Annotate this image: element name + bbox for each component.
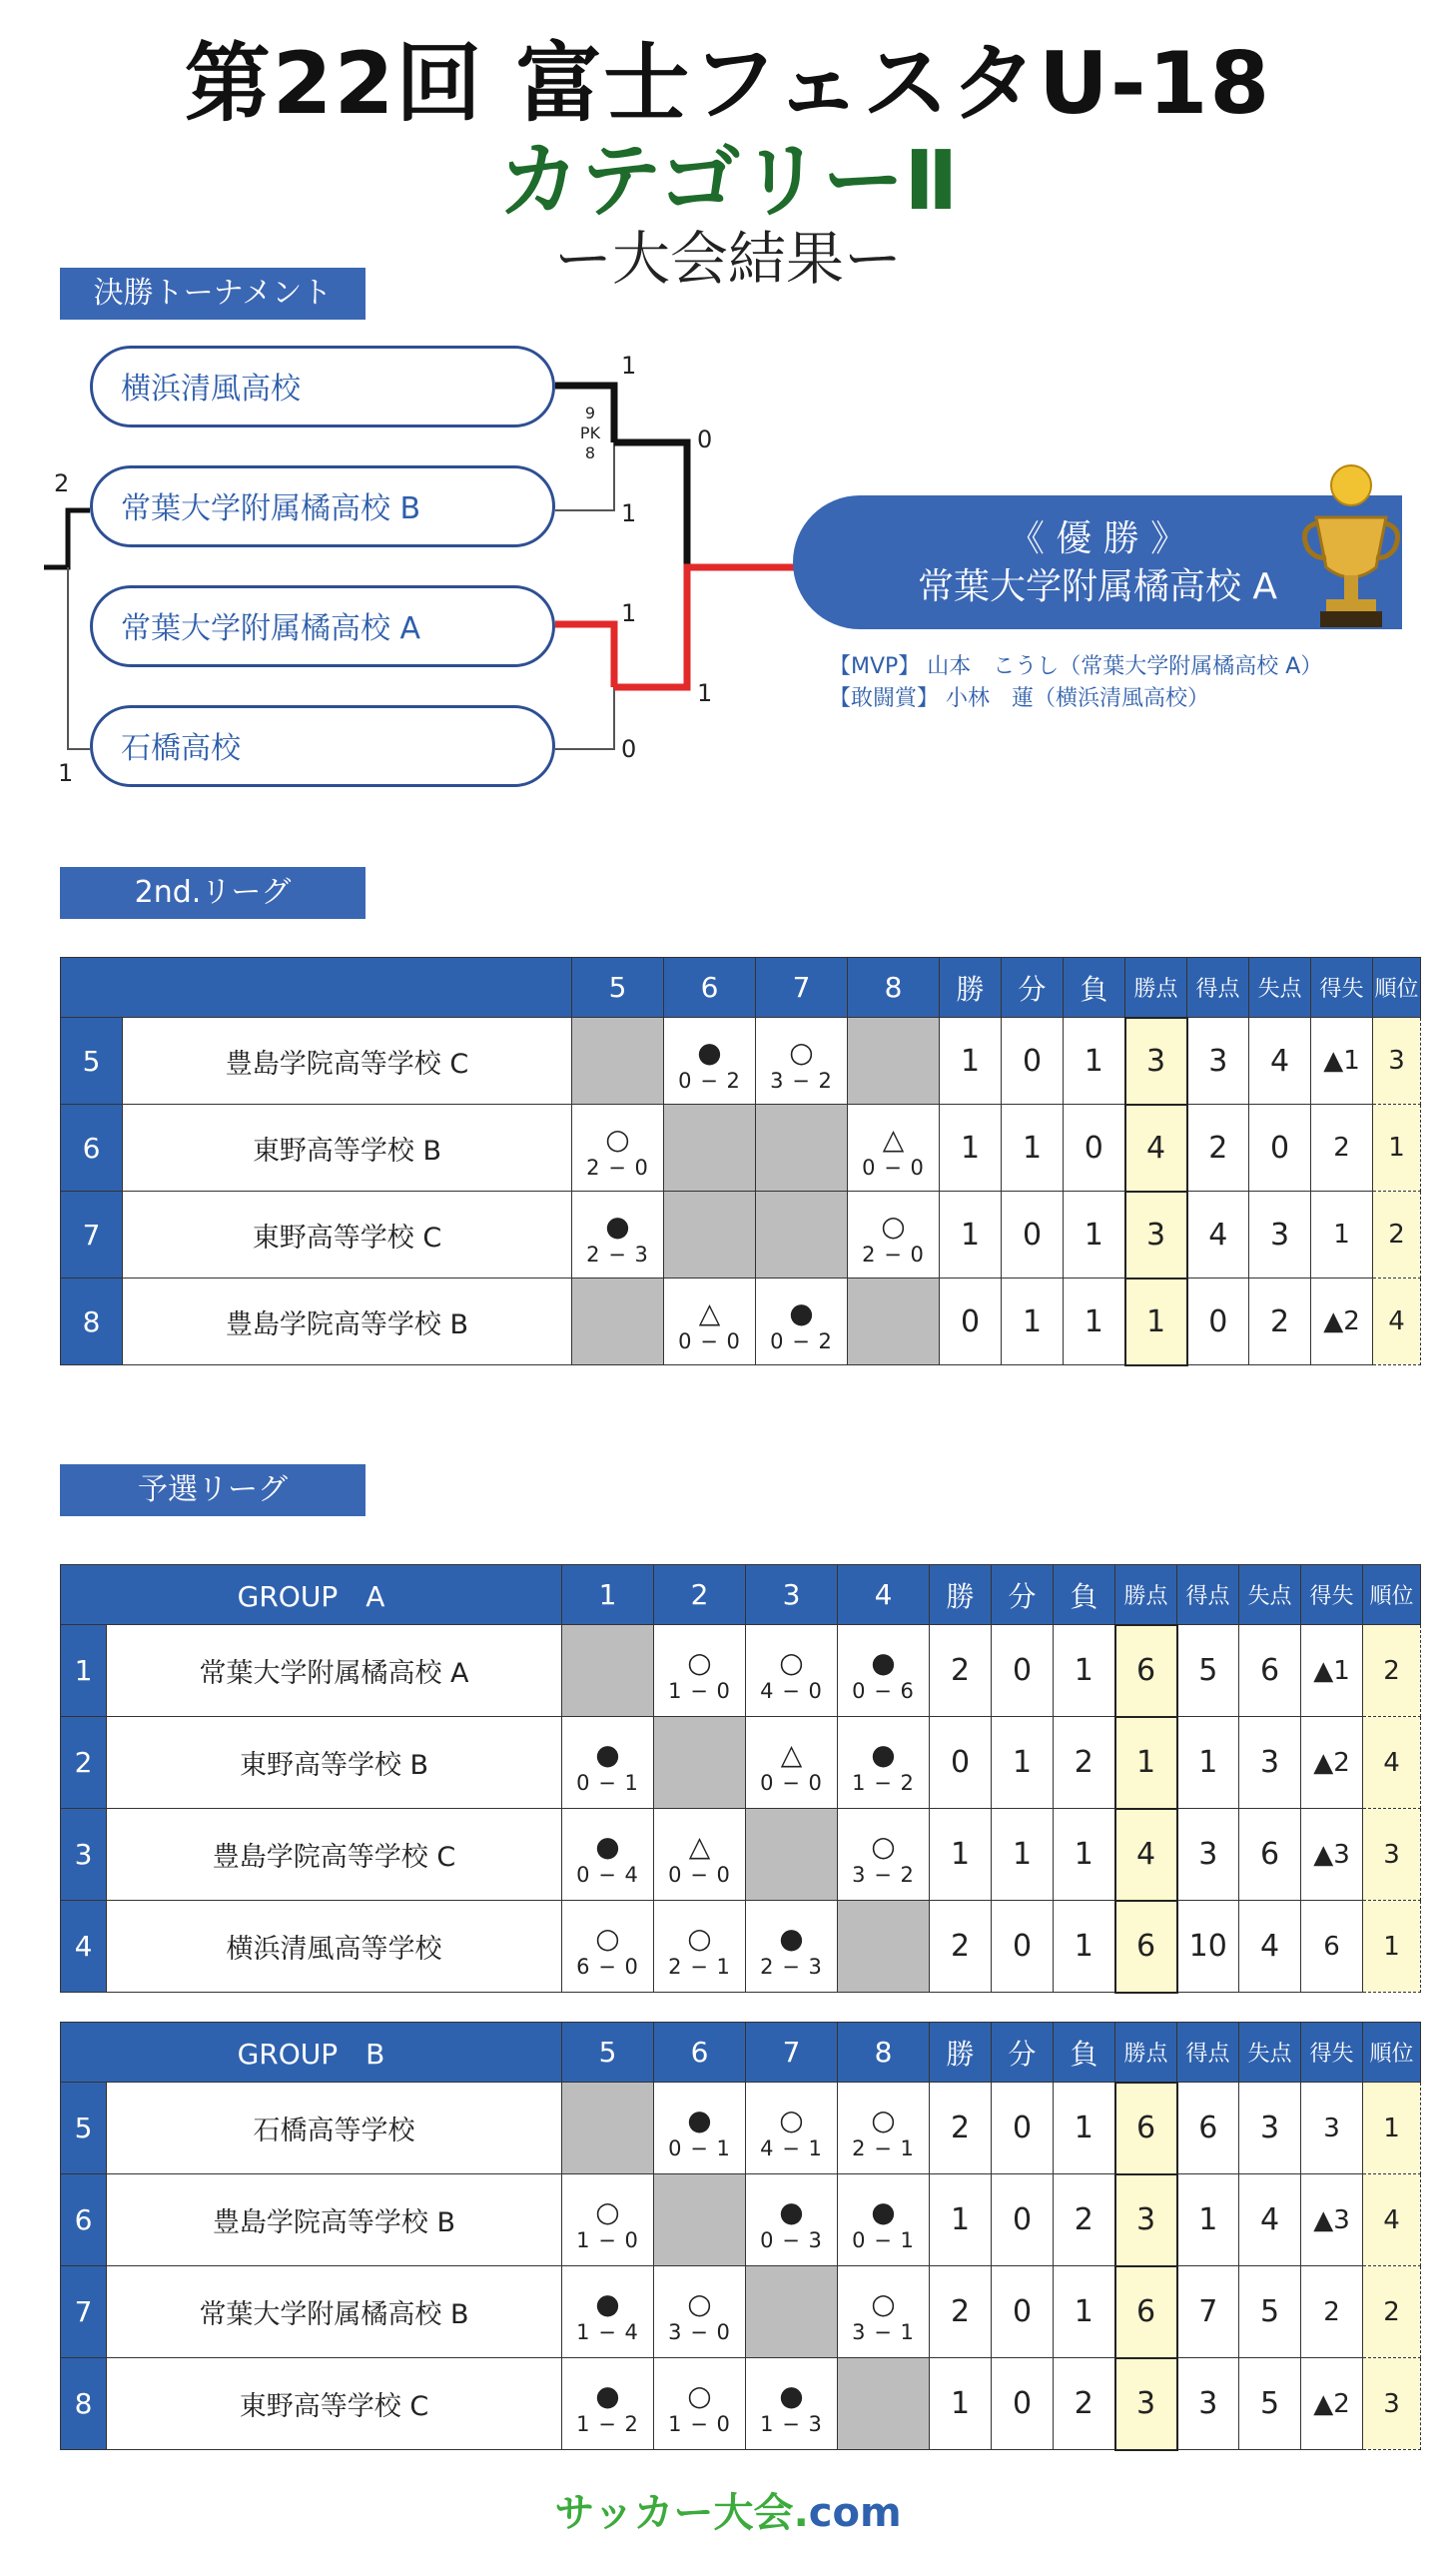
stat-cell: 1 xyxy=(992,1809,1054,1901)
stat-cell: 2 xyxy=(1054,2174,1115,2266)
stat-cell: 2 xyxy=(1187,1105,1249,1192)
row-number: 4 xyxy=(61,1901,107,1993)
stat-cell: 6 xyxy=(1177,2083,1239,2174)
section-second-league: 2nd.リーグ xyxy=(60,867,365,919)
result-score: 3 − 2 xyxy=(852,1862,915,1887)
table-header-row: 5 6 7 8 勝 分 負 勝点 得点 失点 得失 順位 xyxy=(61,958,1421,1018)
stat-cell: ▲1 xyxy=(1301,1625,1363,1717)
stat-cell: 4 xyxy=(1125,1105,1187,1192)
score-final-top: 0 xyxy=(697,426,713,453)
team-name: 東野高等学校 B xyxy=(123,1105,572,1192)
result-mark: ● xyxy=(871,1737,896,1771)
result-score: 0 − 4 xyxy=(576,1862,639,1887)
result-mark: ● xyxy=(595,2378,620,2412)
stat-cell: 2 xyxy=(1249,1278,1311,1365)
stat-cell: 1 xyxy=(1177,1717,1239,1809)
stat-cell: 1 xyxy=(1064,1018,1125,1105)
match-result xyxy=(746,1625,838,1717)
stat-cell: 10 xyxy=(1177,1901,1239,1993)
match-result xyxy=(654,1901,746,1993)
stat-cell: 3 xyxy=(1363,1809,1421,1901)
stat-cell: 1 xyxy=(1373,1105,1421,1192)
stat-cell: 2 xyxy=(930,2266,992,2358)
result-heading: ー大会結果ー xyxy=(553,225,902,293)
fighting-award: 【敢闘賞】 小林 蓮（横浜清風高校） xyxy=(829,686,1209,711)
stat-cell: 1 xyxy=(1363,1901,1421,1993)
stat-cell: 3 xyxy=(1125,1192,1187,1278)
team-name: 東野高等学校 B xyxy=(107,1717,562,1809)
stat-cell: 0 xyxy=(1002,1192,1064,1278)
result-mark: ● xyxy=(779,2194,804,2228)
row-number: 1 xyxy=(61,1625,107,1717)
stat-cell: 7 xyxy=(1177,2266,1239,2358)
row-number: 5 xyxy=(61,2083,107,2174)
result-score: 0 − 1 xyxy=(852,2227,915,2252)
match-result xyxy=(838,1809,930,1901)
stat-cell: 2 xyxy=(1301,2266,1363,2358)
group-b-table xyxy=(60,2022,1421,2451)
stat-cell: 1 xyxy=(1064,1278,1125,1365)
stat-cell: 1 xyxy=(1054,1809,1115,1901)
match-result xyxy=(746,2083,838,2174)
table-row xyxy=(61,2358,1421,2450)
stat-cell: 0 xyxy=(1064,1105,1125,1192)
result-score: 0 − 1 xyxy=(576,1770,639,1795)
result-mark: ● xyxy=(595,1829,620,1863)
stat-cell: 1 xyxy=(930,1809,992,1901)
team-name: 東野高等学校 C xyxy=(107,2358,562,2450)
stat-cell: 6 xyxy=(1239,1625,1301,1717)
stat-cell: 4 xyxy=(1373,1278,1421,1365)
result-score: 4 − 1 xyxy=(760,2135,823,2160)
stat-cell: 2 xyxy=(930,1901,992,1993)
stat-cell: 4 xyxy=(1187,1192,1249,1278)
match-result xyxy=(654,2083,746,2174)
score-sf1-bottom: 1 xyxy=(621,499,637,527)
score-sf1-top: 1 xyxy=(621,352,637,380)
stat-cell: 1 xyxy=(1311,1192,1373,1278)
result-score: 0 − 1 xyxy=(668,2135,731,2160)
empty-cell xyxy=(746,1809,838,1901)
result-score: 3 − 1 xyxy=(852,2319,915,2344)
stat-cell: 1 xyxy=(1054,1625,1115,1717)
result-score: 2 − 0 xyxy=(586,1156,649,1180)
row-number: 6 xyxy=(61,1105,123,1192)
match-result xyxy=(654,2266,746,2358)
result-mark: ○ xyxy=(687,1645,712,1679)
group-a-table xyxy=(60,1564,1421,1994)
result-score: 3 − 0 xyxy=(668,2319,731,2344)
result-mark: ● xyxy=(595,1737,620,1771)
empty-cell xyxy=(572,1278,664,1365)
result-score: 0 − 2 xyxy=(770,1329,833,1353)
table-row xyxy=(61,1717,1421,1809)
stat-cell: 1 xyxy=(1115,1717,1177,1809)
result-score: 0 − 0 xyxy=(668,1862,731,1887)
match-result xyxy=(562,1717,654,1809)
team-name: 常葉大学附属橘高校 B xyxy=(107,2266,562,2358)
stat-cell: 3 xyxy=(1177,1809,1239,1901)
stat-cell: 3 xyxy=(1373,1018,1421,1105)
result-score: 1 − 2 xyxy=(576,2411,639,2436)
row-number: 2 xyxy=(61,1717,107,1809)
result-mark: ● xyxy=(871,1645,896,1679)
result-score: 1 − 0 xyxy=(668,1678,731,1703)
match-result xyxy=(654,1809,746,1901)
result-mark: ● xyxy=(687,2103,712,2136)
result-mark: ○ xyxy=(779,1645,804,1679)
bracket-team-3: 常葉大学附属橘高校 A xyxy=(90,585,555,667)
match-result xyxy=(848,1105,940,1192)
result-mark: ○ xyxy=(871,1829,896,1863)
stat-cell: 0 xyxy=(992,2174,1054,2266)
stat-cell: 4 xyxy=(1363,2174,1421,2266)
empty-cell xyxy=(756,1105,848,1192)
stat-cell: 1 xyxy=(1177,2174,1239,2266)
match-result xyxy=(654,2358,746,2450)
page-title: 第22回 富士フェスタU-18 xyxy=(184,34,1272,134)
result-mark: ● xyxy=(697,1036,722,1069)
result-mark: ○ xyxy=(789,1036,814,1069)
row-number: 5 xyxy=(61,1018,123,1105)
stat-cell: 0 xyxy=(992,2358,1054,2450)
bracket-team-2: 常葉大学附属橘高校 B xyxy=(90,465,555,547)
stat-cell: 0 xyxy=(992,2083,1054,2174)
match-result xyxy=(562,2266,654,2358)
result-mark: ○ xyxy=(595,1921,620,1955)
score-left-top: 2 xyxy=(54,469,70,497)
empty-cell xyxy=(654,1717,746,1809)
stat-cell: 2 xyxy=(1363,1625,1421,1717)
table-row xyxy=(61,1278,1421,1365)
group-b-header-row: GROUP B 5 6 7 8 勝 分 負 勝点 得点 失点 得失 順位 xyxy=(61,2023,1421,2083)
match-result xyxy=(746,1717,838,1809)
result-score: 0 − 0 xyxy=(862,1156,925,1180)
match-result xyxy=(562,1901,654,1993)
result-mark: ● xyxy=(595,2286,620,2320)
empty-cell xyxy=(572,1018,664,1105)
stat-cell: 1 xyxy=(1002,1105,1064,1192)
stat-cell: 1 xyxy=(930,2358,992,2450)
result-score: 1 − 0 xyxy=(576,2227,639,2252)
result-mark: ○ xyxy=(687,1921,712,1955)
result-mark: ● xyxy=(605,1210,630,1243)
stat-cell: 1 xyxy=(1054,2083,1115,2174)
result-score: 1 − 2 xyxy=(852,1770,915,1795)
match-result xyxy=(848,1192,940,1278)
bracket-team-1: 横浜清風高校 xyxy=(90,346,555,427)
champion-label: 《 優 勝 》 xyxy=(1008,518,1187,559)
result-mark: ○ xyxy=(881,1210,906,1243)
match-result xyxy=(838,1717,930,1809)
team-name: 豊島学院高等学校 B xyxy=(107,2174,562,2266)
stat-cell: 6 xyxy=(1115,1625,1177,1717)
row-number: 6 xyxy=(61,2174,107,2266)
stat-cell: 0 xyxy=(940,1278,1002,1365)
stat-cell: 0 xyxy=(992,1625,1054,1717)
table-row xyxy=(61,1901,1421,1993)
stat-cell: 2 xyxy=(930,2083,992,2174)
result-score: 0 − 2 xyxy=(678,1069,741,1093)
result-mark: ○ xyxy=(605,1123,630,1156)
result-mark: △ xyxy=(688,1829,711,1863)
table-row xyxy=(61,2266,1421,2358)
stat-cell: 0 xyxy=(992,1901,1054,1993)
result-score: 6 − 0 xyxy=(576,1954,639,1979)
trophy-icon xyxy=(1296,457,1406,637)
result-score: 3 − 2 xyxy=(770,1069,833,1093)
match-result xyxy=(572,1105,664,1192)
table-row xyxy=(61,1105,1421,1192)
stat-cell: 1 xyxy=(1363,2083,1421,2174)
table-row xyxy=(61,1018,1421,1105)
match-result xyxy=(838,1625,930,1717)
stat-cell: 3 xyxy=(1125,1018,1187,1105)
match-result xyxy=(562,2358,654,2450)
empty-cell xyxy=(562,1625,654,1717)
table-row xyxy=(61,2174,1421,2266)
match-result xyxy=(664,1018,756,1105)
result-mark: ○ xyxy=(595,2194,620,2228)
group-a-header-row: GROUP A 1 2 3 4 勝 分 負 勝点 得点 失点 得失 順位 xyxy=(61,1565,1421,1625)
score-final-bottom: 1 xyxy=(697,679,713,707)
result-score: 1 − 4 xyxy=(576,2319,639,2344)
stat-cell: 2 xyxy=(1311,1105,1373,1192)
result-score: 1 − 0 xyxy=(668,2411,731,2436)
stat-cell: 3 xyxy=(1363,2358,1421,2450)
stat-cell: 5 xyxy=(1177,1625,1239,1717)
stat-cell: 3 xyxy=(1301,2083,1363,2174)
stat-cell: 1 xyxy=(1054,1901,1115,1993)
match-result xyxy=(562,1809,654,1901)
table-row xyxy=(61,1192,1421,1278)
stat-cell: 6 xyxy=(1115,2266,1177,2358)
stat-cell: 2 xyxy=(1363,2266,1421,2358)
stat-cell: 1 xyxy=(940,1018,1002,1105)
stat-cell: 4 xyxy=(1363,1717,1421,1809)
stat-cell: 2 xyxy=(1054,1717,1115,1809)
match-result xyxy=(746,2358,838,2450)
stat-cell: 6 xyxy=(1115,2083,1177,2174)
team-name: 横浜清風高等学校 xyxy=(107,1901,562,1993)
stat-cell: 0 xyxy=(1187,1278,1249,1365)
stat-cell: 3 xyxy=(1187,1018,1249,1105)
table-row xyxy=(61,2083,1421,2174)
stat-cell: 2 xyxy=(1373,1192,1421,1278)
stat-cell: ▲3 xyxy=(1301,2174,1363,2266)
stat-cell: 4 xyxy=(1239,1901,1301,1993)
team-name: 常葉大学附属橘高校 A xyxy=(107,1625,562,1717)
empty-cell xyxy=(654,2174,746,2266)
result-mark: △ xyxy=(780,1737,803,1771)
empty-cell xyxy=(664,1105,756,1192)
stat-cell: 0 xyxy=(1249,1105,1311,1192)
score-sf2-bottom: 0 xyxy=(621,735,637,763)
stat-cell: 3 xyxy=(1115,2174,1177,2266)
result-score: 4 − 0 xyxy=(760,1678,823,1703)
result-mark: ● xyxy=(779,1921,804,1955)
team-name: 豊島学院高等学校 C xyxy=(123,1018,572,1105)
result-mark: ● xyxy=(789,1296,814,1329)
second-league-table xyxy=(60,957,1421,1366)
result-mark: ○ xyxy=(871,2286,896,2320)
match-result xyxy=(664,1278,756,1365)
empty-cell xyxy=(746,2266,838,2358)
team-name: 石橋高等学校 xyxy=(107,2083,562,2174)
stat-cell: 0 xyxy=(992,2266,1054,2358)
team-name: 東野高等学校 C xyxy=(123,1192,572,1278)
result-score: 1 − 3 xyxy=(760,2411,823,2436)
champion-team: 常葉大学附属橘高校 A xyxy=(917,566,1278,607)
row-number: 3 xyxy=(61,1809,107,1901)
stat-cell: 6 xyxy=(1301,1901,1363,1993)
table-row xyxy=(61,1809,1421,1901)
stat-cell: ▲2 xyxy=(1301,2358,1363,2450)
table-row xyxy=(61,1625,1421,1717)
stat-cell: 3 xyxy=(1239,2083,1301,2174)
empty-cell xyxy=(756,1192,848,1278)
match-result xyxy=(746,2174,838,2266)
stat-cell: 4 xyxy=(1239,2174,1301,2266)
match-result xyxy=(838,2266,930,2358)
match-result xyxy=(838,2083,930,2174)
stat-cell: ▲2 xyxy=(1301,1717,1363,1809)
stat-cell: 5 xyxy=(1239,2358,1301,2450)
result-score: 2 − 1 xyxy=(668,1954,731,1979)
stat-cell: 1 xyxy=(1054,2266,1115,2358)
stat-cell: 6 xyxy=(1239,1809,1301,1901)
stat-cell: 1 xyxy=(940,1105,1002,1192)
stat-cell: 1 xyxy=(992,1717,1054,1809)
bracket-team-4: 石橋高校 xyxy=(90,705,555,787)
result-score: 0 − 6 xyxy=(852,1678,915,1703)
stat-cell: 1 xyxy=(1064,1192,1125,1278)
result-mark: ○ xyxy=(871,2103,896,2136)
match-result xyxy=(756,1278,848,1365)
category-title: カテゴリーⅡ xyxy=(497,134,959,229)
stat-cell: 1 xyxy=(1125,1278,1187,1365)
match-result xyxy=(654,1625,746,1717)
stat-cell: 5 xyxy=(1239,2266,1301,2358)
result-mark: △ xyxy=(882,1123,905,1156)
result-mark: ● xyxy=(779,2378,804,2412)
stat-cell: 4 xyxy=(1115,1809,1177,1901)
stat-cell: 1 xyxy=(930,2174,992,2266)
stat-cell: 3 xyxy=(1239,1717,1301,1809)
team-name: 豊島学院高等学校 B xyxy=(123,1278,572,1365)
stat-cell: 4 xyxy=(1249,1018,1311,1105)
score-sf2-top: 1 xyxy=(621,599,637,627)
site-logo: サッカー大会.com xyxy=(554,2490,902,2536)
stat-cell: 2 xyxy=(930,1625,992,1717)
empty-cell xyxy=(838,2358,930,2450)
row-number: 8 xyxy=(61,1278,123,1365)
result-mark: ○ xyxy=(779,2103,804,2136)
result-score: 0 − 3 xyxy=(760,2227,823,2252)
match-result xyxy=(838,2174,930,2266)
match-result xyxy=(746,1901,838,1993)
row-number: 7 xyxy=(61,1192,123,1278)
result-score: 2 − 1 xyxy=(852,2135,915,2160)
stat-cell: ▲1 xyxy=(1311,1018,1373,1105)
stat-cell: 3 xyxy=(1177,2358,1239,2450)
score-sf1-pk: 9 PK 8 xyxy=(579,404,601,462)
stat-cell: 0 xyxy=(1002,1018,1064,1105)
empty-cell xyxy=(848,1278,940,1365)
result-mark: △ xyxy=(698,1296,721,1329)
result-mark: ○ xyxy=(687,2286,712,2320)
empty-cell xyxy=(838,1901,930,1993)
row-number: 8 xyxy=(61,2358,107,2450)
stat-cell: 3 xyxy=(1115,2358,1177,2450)
result-score: 0 − 0 xyxy=(678,1329,741,1353)
result-score: 2 − 3 xyxy=(586,1243,649,1267)
section-prelim-league: 予選リーグ xyxy=(60,1464,365,1516)
stat-cell: ▲3 xyxy=(1301,1809,1363,1901)
result-mark: ○ xyxy=(687,2378,712,2412)
empty-cell xyxy=(562,2083,654,2174)
result-score: 2 − 0 xyxy=(862,1243,925,1267)
team-name: 豊島学院高等学校 C xyxy=(107,1809,562,1901)
result-score: 0 − 0 xyxy=(760,1770,823,1795)
result-mark: ● xyxy=(871,2194,896,2228)
match-result xyxy=(572,1192,664,1278)
row-number: 7 xyxy=(61,2266,107,2358)
result-score: 2 − 3 xyxy=(760,1954,823,1979)
stat-cell: 1 xyxy=(940,1192,1002,1278)
stat-cell: 3 xyxy=(1249,1192,1311,1278)
stat-cell: 1 xyxy=(1002,1278,1064,1365)
empty-cell xyxy=(664,1192,756,1278)
mvp-award: 【MVP】 山本 こうし（常葉大学附属橘高校 A） xyxy=(829,654,1323,679)
stat-cell: 2 xyxy=(1054,2358,1115,2450)
stat-cell: ▲2 xyxy=(1311,1278,1373,1365)
stat-cell: 0 xyxy=(930,1717,992,1809)
score-left-bottom: 1 xyxy=(58,759,74,787)
section-tournament: 決勝トーナメント xyxy=(60,268,365,320)
empty-cell xyxy=(848,1018,940,1105)
stat-cell: 6 xyxy=(1115,1901,1177,1993)
match-result xyxy=(562,2174,654,2266)
match-result xyxy=(756,1018,848,1105)
